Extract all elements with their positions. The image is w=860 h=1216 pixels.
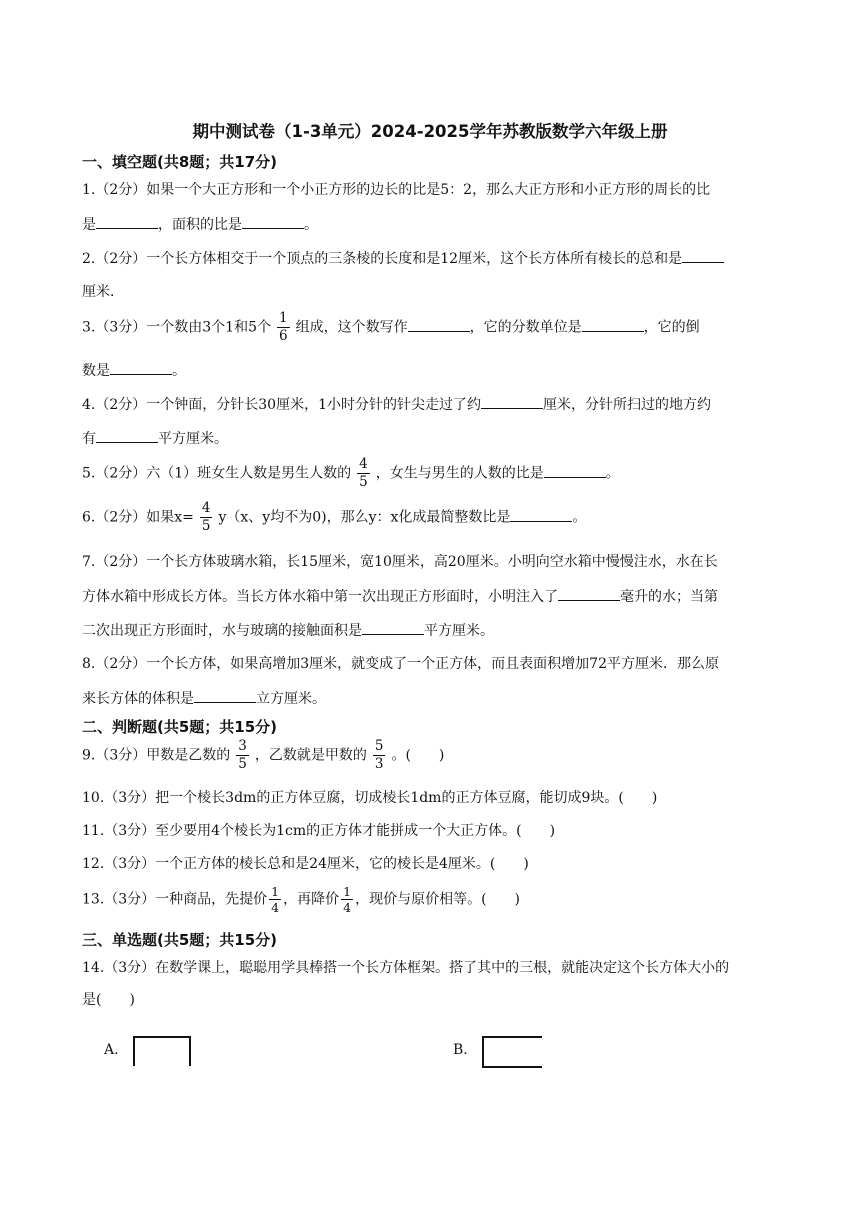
question-12: 12.（3分）一个正方体的棱长总和是24厘米，它的棱长是4厘米。( ) — [82, 856, 529, 872]
question-3-line-2: 数是 。 — [82, 360, 186, 381]
answer-blank[interactable] — [408, 317, 470, 332]
fraction: $\frac{1}{4}$ — [271, 884, 280, 915]
question-6: 6.（2分）如果x= $\frac{4}{5}$ y（x、y均不为0)，那么y：x化成最简整数比是 。 — [82, 500, 587, 534]
fraction: $\frac{5}{3}$ — [374, 738, 384, 772]
question-4-line-2: 有 平方厘米。 — [82, 428, 228, 449]
answer-blank[interactable] — [510, 507, 572, 522]
answer-blank[interactable] — [582, 317, 644, 332]
question-1-line-1: 1.（2分）如果一个大正方形和一个小正方形的边长的比是5：2，那么大正方形和小正方形的周长的比 — [82, 182, 711, 198]
answer-blank[interactable] — [362, 620, 424, 635]
fraction: $\frac{3}{5}$ — [238, 738, 247, 772]
section-heading-fill-blank: 一、填空题(共8题；共17分) — [82, 153, 278, 171]
question-2-line-1: 2.（2分）一个长方体相交于一个顶点的三条棱的长度和是12厘米，这个长方体所有棱长的总和是 — [82, 248, 724, 269]
question-8-line-1: 8.（2分）一个长方体，如果高增加3厘米，就变成了一个正方体，而且表面积增加72平方厘米．那么原 — [82, 656, 719, 672]
answer-blank[interactable] — [682, 248, 724, 263]
answer-blank[interactable] — [96, 214, 158, 229]
question-2-line-2: 厘米. — [82, 284, 115, 300]
answer-blank[interactable] — [242, 214, 304, 229]
question-13: 13.（3分）一种商品，先提价 $\frac{1}{4}$ ，再降价 $\frac{1}{4}$ ，现价与原价相等。( ) — [82, 884, 521, 915]
answer-blank[interactable] — [481, 394, 543, 409]
fraction: $\frac{4}{5}$ — [201, 500, 211, 534]
question-4-line-1: 4.（2分）一个钟面，分针长30厘米，1小时分针的针尖走过了约 厘米，分针所扫过的地方约 — [82, 394, 711, 415]
answer-blank[interactable] — [194, 688, 256, 703]
question-5: 5.（2分）六（1）班女生人数是男生人数的 $\frac{4}{5}$ ，女生与男生的人数的比是 。 — [82, 456, 620, 490]
option-a-frame-figure — [133, 1036, 191, 1066]
question-7-line-2: 方体水箱中形成长方体。当长方体水箱中第一次出现正方形面时，小明注入了 毫升的水；当第 — [82, 586, 718, 607]
question-7-line-3: 二次出现正方形面时，水与玻璃的接触面积是 平方厘米。 — [82, 620, 494, 641]
question-1-line-2: 是 ，面积的比是 。 — [82, 214, 318, 235]
option-b-label[interactable]: B. — [453, 1042, 468, 1058]
answer-blank[interactable] — [110, 360, 172, 375]
question-10: 10.（3分）把一个棱长3dm的正方体豆腐，切成棱长1dm的正方体豆腐，能切成9块。( ) — [82, 790, 658, 806]
fraction: $\frac{1}{6}$ — [279, 310, 288, 344]
answer-blank[interactable] — [544, 463, 606, 478]
answer-blank[interactable] — [558, 586, 620, 601]
page-title: 期中测试卷（1-3单元）2024-2025学年苏教版数学六年级上册 — [192, 122, 668, 141]
question-9: 9.（3分）甲数是乙数的 $\frac{3}{5}$ ，乙数就是甲数的 $\frac{5}{3}$ 。( ) — [82, 738, 445, 772]
fraction: $\frac{1}{4}$ — [343, 884, 352, 915]
question-3-line-1: 3.（3分）一个数由3个1和5个 $\frac{1}{6}$ 组成，这个数写作 ，它的分数单位是 ，它的倒 — [82, 310, 700, 344]
option-a-label[interactable]: A. — [104, 1042, 119, 1058]
question-14-line-2: 是( ) — [82, 992, 135, 1008]
fraction: $\frac{4}{5}$ — [359, 456, 368, 490]
section-heading-single-choice: 三、单选题(共5题；共15分) — [82, 931, 278, 949]
answer-blank[interactable] — [96, 428, 158, 443]
question-7-line-1: 7.（2分）一个长方体玻璃水箱，长15厘米，宽10厘米，高20厘米。小明向空水箱中慢慢注水，水在长 — [82, 554, 718, 570]
question-11: 11.（3分）至少要用4个棱长为1cm的正方体才能拼成一个大正方体。( ) — [82, 823, 556, 839]
section-heading-true-false: 二、判断题(共5题；共15分) — [82, 718, 278, 736]
question-8-line-2: 来长方体的体积是 立方厘米。 — [82, 688, 326, 709]
option-b-frame-figure — [482, 1036, 542, 1068]
question-14-line-1: 14.（3分）在数学课上，聪聪用学具棒搭一个长方体框架。搭了其中的三根，就能决定这个长方体大小的 — [82, 960, 730, 976]
